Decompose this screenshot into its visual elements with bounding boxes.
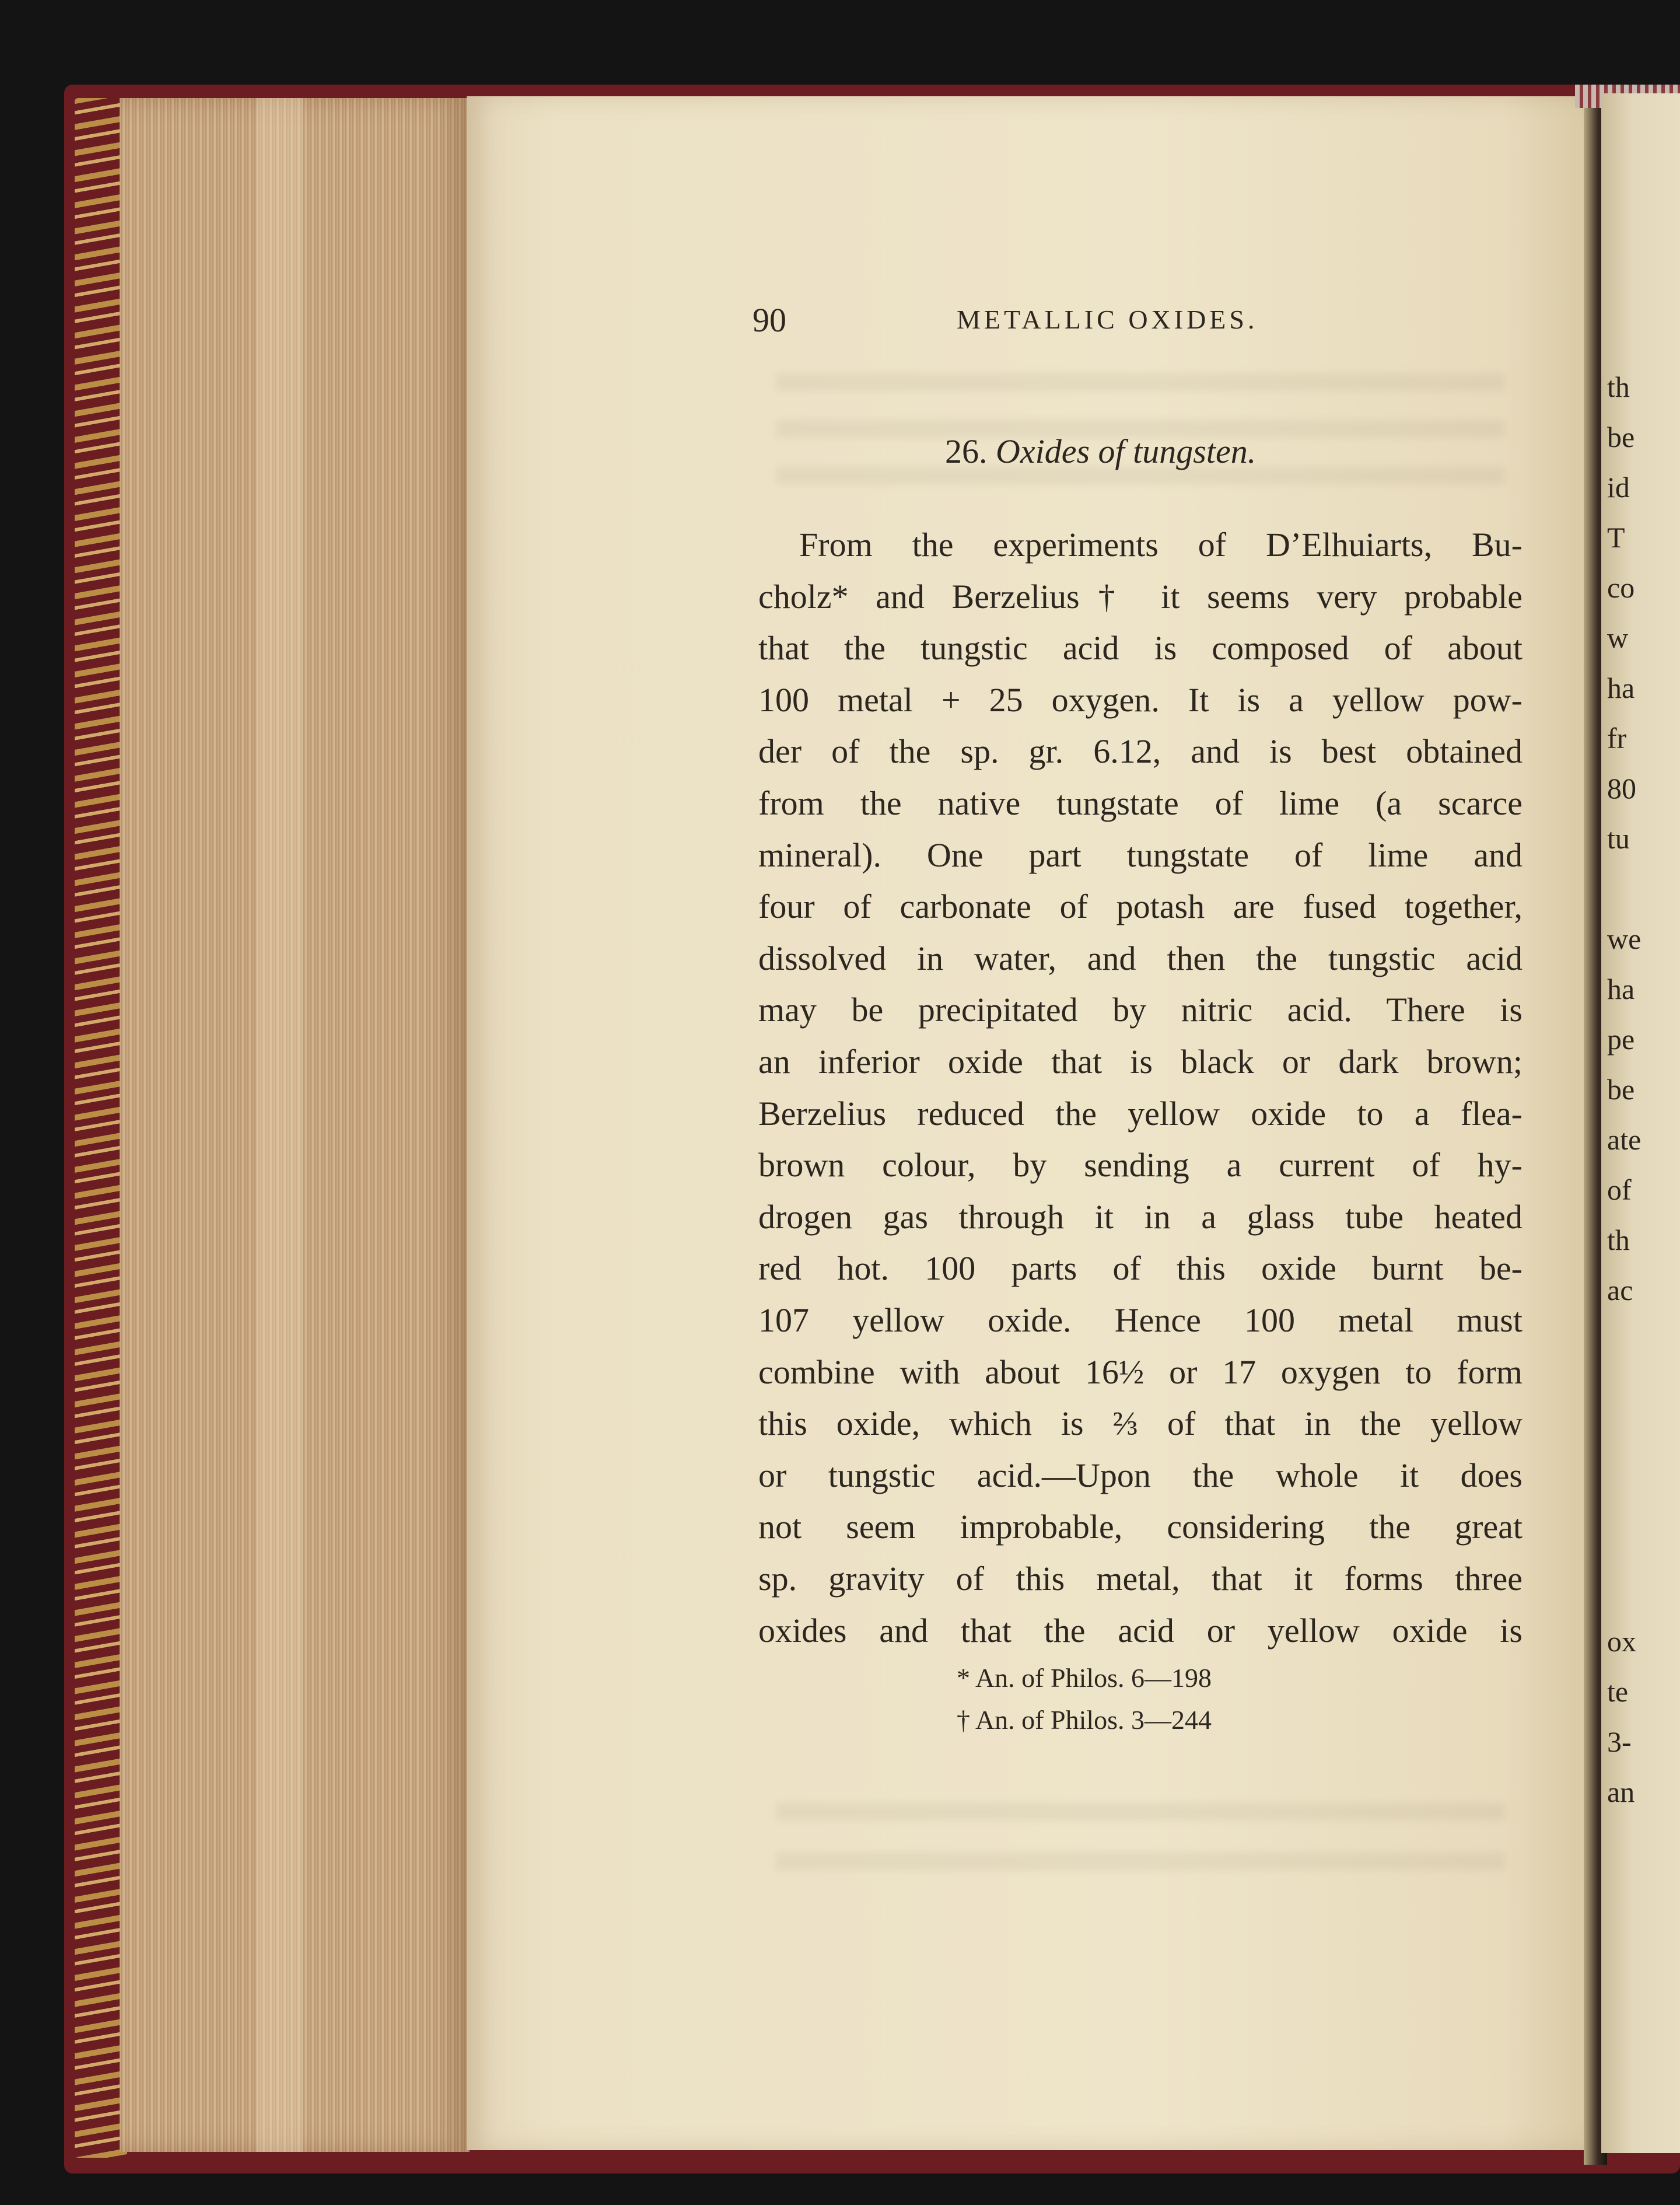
fragment-text: T bbox=[1607, 521, 1625, 554]
fragment-text: co bbox=[1607, 571, 1635, 604]
text-line: combine with about 16½ or 17 oxygen to form bbox=[758, 1353, 1522, 1391]
fragment-text: te bbox=[1607, 1675, 1629, 1708]
bleed-through-line bbox=[776, 1803, 1505, 1820]
text-line: red hot. 100 parts of this oxide burnt be- bbox=[758, 1249, 1522, 1288]
text-line: brown colour, by sending a current of hy- bbox=[758, 1146, 1522, 1184]
fragment-text: an bbox=[1607, 1776, 1635, 1808]
right-page-edge bbox=[1601, 93, 1680, 2153]
section-heading bbox=[945, 432, 1256, 471]
section-number: 26. bbox=[945, 432, 988, 470]
fragment-text: th bbox=[1607, 371, 1630, 403]
running-head: METALLIC OXIDES. bbox=[957, 305, 1258, 334]
text-line: dissolved in water, and then the tungstic acid bbox=[758, 939, 1522, 977]
text-line: der of the sp. gr. 6.12, and is best obtained bbox=[758, 732, 1522, 771]
footnotes bbox=[957, 1657, 1212, 1741]
fragment-text: ac bbox=[1607, 1274, 1633, 1306]
text-line: that the tungstic acid is composed of about bbox=[758, 629, 1522, 668]
section-title: Oxides of tungsten. bbox=[996, 432, 1256, 470]
fragment-text: ox bbox=[1607, 1625, 1636, 1658]
bleed-through-line bbox=[776, 1853, 1505, 1870]
footnote: * An. of Philos. 6—198 bbox=[957, 1663, 1212, 1693]
footnote: † An. of Philos. 3—244 bbox=[957, 1705, 1212, 1735]
bleed-through-line bbox=[776, 373, 1505, 391]
text-line: or tungstic acid.—Upon the whole it does bbox=[758, 1456, 1522, 1494]
text-line: cholz* and Berzelius† it seems very probable bbox=[758, 577, 1522, 616]
fragment-text: ate bbox=[1607, 1123, 1642, 1156]
fragment-text: ha bbox=[1607, 973, 1635, 1005]
fragment-text: tu bbox=[1607, 822, 1630, 855]
fragment-text: be bbox=[1607, 421, 1635, 453]
fragment-text: ha bbox=[1607, 672, 1635, 704]
text-line: Berzelius reduced the yellow oxide to a flea- bbox=[758, 1094, 1522, 1133]
text-line: oxides and that the acid or yellow oxide is bbox=[758, 1611, 1522, 1650]
text-line: not seem improbable, considering the great bbox=[758, 1508, 1522, 1546]
fragment-text: fr bbox=[1607, 722, 1627, 754]
text-line: an inferior oxide that is black or dark brown; bbox=[758, 1043, 1522, 1081]
page-header bbox=[752, 300, 1336, 347]
fragment-text: 80 bbox=[1607, 772, 1636, 805]
fragment-text: pe bbox=[1607, 1023, 1635, 1056]
text-line: sp. gravity of this metal, that it forms three bbox=[758, 1560, 1522, 1598]
text-line: from the native tungstate of lime (a scarce bbox=[758, 784, 1522, 822]
fragment-text: id bbox=[1607, 471, 1630, 504]
fragment-text: th bbox=[1607, 1224, 1630, 1256]
fragment-text: w bbox=[1607, 621, 1629, 654]
text-line: 100 metal + 25 oxygen. It is a yellow pow- bbox=[758, 680, 1522, 719]
text-line: From the experiments of D’Elhuiarts, Bu- bbox=[799, 526, 1522, 564]
text-line: drogen gas through it in a glass tube heated bbox=[758, 1197, 1522, 1236]
page-block-highlight bbox=[257, 98, 303, 2152]
fragment-text: we bbox=[1607, 922, 1642, 955]
text-line: this oxide, which is ⅔ of that in the yellow bbox=[758, 1404, 1522, 1443]
text-line: mineral). One part tungstate of lime and bbox=[758, 836, 1522, 874]
page-number: 90 bbox=[752, 301, 786, 339]
fragment-text: be bbox=[1607, 1073, 1635, 1106]
fragment-text: of bbox=[1607, 1173, 1632, 1206]
text-line: 107 yellow oxide. Hence 100 metal must bbox=[758, 1301, 1522, 1339]
text-line: four of carbonate of potash are fused together, bbox=[758, 887, 1522, 926]
fragment-text: 3- bbox=[1607, 1725, 1632, 1758]
text-line: may be precipitated by nitric acid. There is bbox=[758, 991, 1522, 1029]
